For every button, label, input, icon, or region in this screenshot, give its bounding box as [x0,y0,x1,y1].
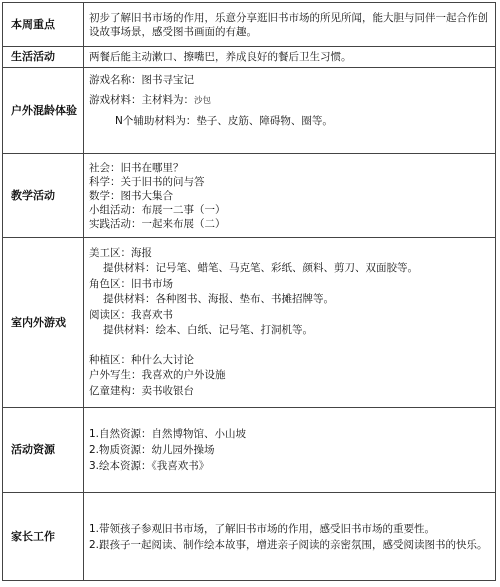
focus-label: 本周重点 [3,3,84,47]
parent-item: 1.带领孩子参观旧书市场，了解旧书市场的作用，感受旧书市场的重要性。 [89,522,436,535]
resource-item: 3.绘本资源：《我喜欢书》 [89,460,210,472]
teaching-item: 小组活动：布展一二事（一） [89,203,226,216]
teaching-item: 实践活动：一起来布展（二） [89,217,226,230]
teaching-label: 教学活动 [3,154,84,238]
row-focus [3,3,496,47]
areas-content [84,238,496,408]
area-planting: 种植区：种什么大讨论 [89,353,194,366]
area-spacer [89,339,491,353]
resources-content [84,408,496,493]
teaching-content [84,154,496,238]
outdoor-material-prefix: 游戏材料：主材料为： [89,94,194,106]
row-life [3,47,496,68]
area-role-materials: 提供材料：各种图书、海报、垫布、书摊招牌等。 [103,293,334,306]
life-text: 两餐后能主动漱口、擦嘴巴，养成良好的餐后卫生习惯。 [84,47,496,68]
resource-item: 2.物质资源：幼儿园外操场 [89,444,215,456]
focus-text-value: 初步了解旧书市场的作用，乐意分享逛旧书市场的所见所闻，能大胆与同伴一起合作创设故事场景，感受图书画面的有趣。 [89,11,488,38]
area-reading-materials: 提供材料：绘本、白纸、记号笔、打洞机等。 [103,324,313,337]
area-art-materials: 提供材料：记号笔、蜡笔、马克笔、彩纸、颜料、剪刀、双面胶等。 [103,262,418,275]
row-parents [3,493,496,581]
area-reading: 阅读区：我喜欢书 [89,308,173,321]
outdoor-content [84,68,496,154]
teaching-item: 社会：旧书在哪里？ [89,161,184,174]
outdoor-label: 户外混龄体验 [3,68,84,154]
focus-text [84,3,496,47]
parents-content [84,493,496,581]
outdoor-game-name: 游戏名称：图书寻宝记 [89,74,194,86]
area-build: 亿童建构：卖书收银台 [89,384,194,397]
teaching-item: 数学：图书大集合 [89,189,173,202]
outdoor-materials [89,93,491,108]
row-areas [3,238,496,408]
resources-label: 活动资源 [3,408,84,493]
area-art: 美工区：海报 [89,246,152,259]
area-sketch: 户外写生：我喜欢的户外设施 [89,369,226,382]
outdoor-material-main: 沙包 [194,96,212,106]
row-teaching [3,154,496,238]
resource-item: 1.自然资源：自然博物馆、小山坡 [89,428,247,440]
parent-item: 2.跟孩子一起阅读、制作绘本故事，增进亲子阅读的亲密氛围，感受阅读图书的快乐。 [89,538,488,551]
life-label: 生活活动 [3,47,84,68]
outdoor-aux-materials: N个辅助材料为：垫子、皮筋、障碍物、圈等。 [115,115,333,127]
row-resources [3,408,496,493]
teaching-item: 科学：关于旧书的问与答 [89,175,205,188]
weekly-plan-table [2,2,496,581]
parents-label: 家长工作 [3,493,84,581]
weekly-plan-sheet [2,2,498,583]
areas-label: 室内外游戏 [3,238,84,408]
area-role: 角色区：旧书市场 [89,277,173,290]
row-outdoor [3,68,496,154]
